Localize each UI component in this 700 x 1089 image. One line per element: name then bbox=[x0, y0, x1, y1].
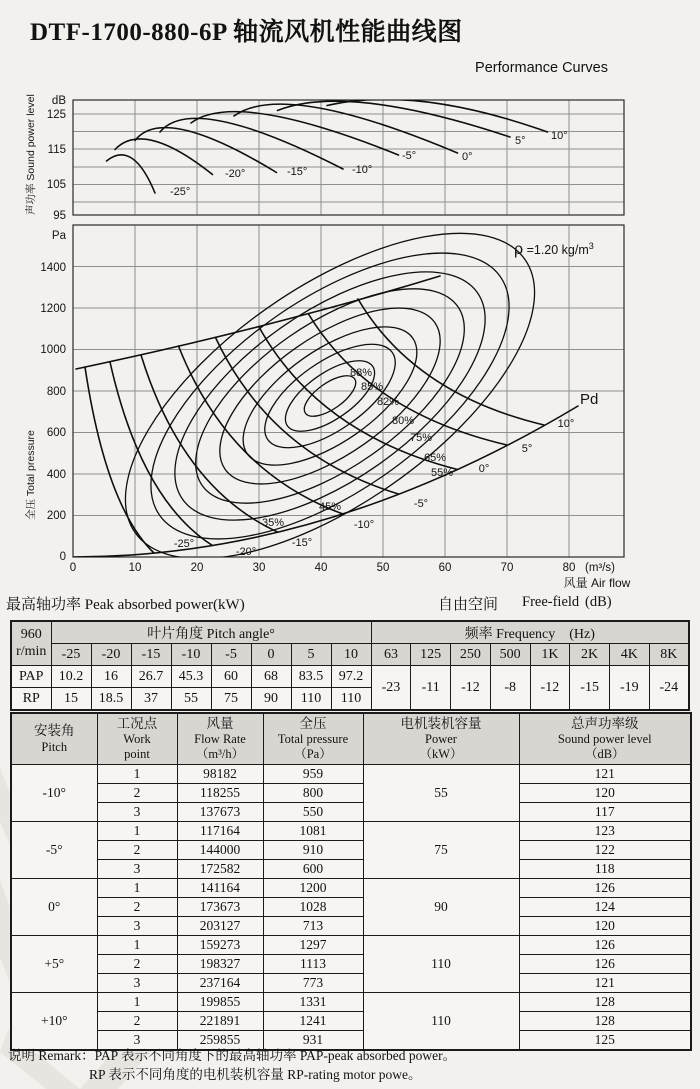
pap-value: 16 bbox=[91, 666, 131, 688]
x-tick-label: 40 bbox=[314, 562, 328, 574]
remark bbox=[8, 1047, 456, 1085]
flow-rate: 137673 bbox=[177, 803, 263, 822]
pap-value: 60 bbox=[211, 666, 251, 688]
x-tick-label: 70 bbox=[500, 562, 514, 574]
frequency-col-header: 1K bbox=[530, 644, 570, 666]
pap-value: 26.7 bbox=[131, 666, 171, 688]
x-tick-label: 60 bbox=[438, 562, 452, 574]
rp-value: 110 bbox=[291, 688, 331, 711]
table-row bbox=[11, 822, 691, 841]
table-row bbox=[11, 803, 691, 822]
power-value: 110 bbox=[363, 993, 519, 1051]
flow-rate: 259855 bbox=[177, 1031, 263, 1051]
pitch-label: 10° bbox=[557, 418, 575, 430]
frequency-col-header: 63 bbox=[371, 644, 411, 666]
y-tick-label: 0 bbox=[59, 551, 66, 563]
curve-label: 5° bbox=[515, 135, 526, 147]
pitch-label: -5° bbox=[413, 498, 429, 510]
sound-chart-grid bbox=[73, 100, 624, 215]
total-pressure: 1081 bbox=[263, 822, 363, 841]
sound-power-level: 120 bbox=[519, 917, 691, 936]
y-tick-label: 95 bbox=[53, 210, 66, 222]
table-row bbox=[11, 860, 691, 879]
free-field-caption-en: Free-field bbox=[522, 594, 580, 610]
efficiency-label: 65% bbox=[423, 452, 447, 464]
rp-value: 15 bbox=[51, 688, 91, 711]
pitch-angle-col-header: -10 bbox=[171, 644, 211, 666]
work-point: 2 bbox=[97, 784, 177, 803]
table-row bbox=[11, 644, 689, 666]
remark-label: 说明 Remark： bbox=[8, 1048, 95, 1063]
flow-rate: 172582 bbox=[177, 860, 263, 879]
x-tick-label: 80 bbox=[562, 562, 576, 574]
frequency-correction-value: -12 bbox=[530, 666, 570, 711]
curve-label: 10° bbox=[551, 130, 568, 142]
power-value: 90 bbox=[363, 879, 519, 936]
sound-power-level: 121 bbox=[519, 974, 691, 993]
pap-value: 97.2 bbox=[331, 666, 371, 688]
x-tick-label: 0 bbox=[69, 562, 77, 574]
curve-label: 0° bbox=[462, 151, 473, 163]
flow-rate: 203127 bbox=[177, 917, 263, 936]
work-point: 3 bbox=[97, 917, 177, 936]
pressure-unit-label: Pa bbox=[51, 230, 66, 242]
flow-rate: 237164 bbox=[177, 974, 263, 993]
frequency-correction-value: -23 bbox=[371, 666, 411, 711]
table-row bbox=[11, 841, 691, 860]
pitch-angle-col-header: 5 bbox=[291, 644, 331, 666]
x-axis-title: 风量 Air flow bbox=[563, 576, 631, 590]
curve-label: -5° bbox=[402, 150, 417, 162]
remark-line1: PAP 表示不同角度下的最高轴功率 PAP-peak absorbed power。 bbox=[94, 1048, 457, 1063]
column-header: 总声功率级 Sound power level （dB） bbox=[519, 713, 691, 765]
table-row bbox=[11, 898, 691, 917]
work-point: 1 bbox=[97, 879, 177, 898]
column-header: 工况点 Work point bbox=[97, 713, 177, 765]
pitch-value: -5° bbox=[11, 822, 97, 879]
y-tick-label: 1400 bbox=[40, 262, 66, 274]
y-tick-label: 400 bbox=[46, 469, 66, 481]
power-frequency-table bbox=[10, 620, 690, 711]
pitch-angle-group-header: 叶片角度 Pitch angle° bbox=[51, 621, 371, 644]
pitch-angle-col-header: -20 bbox=[91, 644, 131, 666]
total-pressure: 600 bbox=[263, 860, 363, 879]
pap-value: 45.3 bbox=[171, 666, 211, 688]
pitch-value: +5° bbox=[11, 936, 97, 993]
work-point: 1 bbox=[97, 993, 177, 1012]
flow-rate: 221891 bbox=[177, 1012, 263, 1031]
pitch-value: +10° bbox=[11, 993, 97, 1051]
pitch-label: 0° bbox=[478, 463, 490, 475]
pitch-angle-col-header: 0 bbox=[251, 644, 291, 666]
efficiency-label: 45% bbox=[318, 501, 342, 513]
table-row bbox=[11, 993, 691, 1012]
efficiency-label: 88% bbox=[349, 367, 373, 379]
sound-power-level: 121 bbox=[519, 765, 691, 784]
x-tick-label: 50 bbox=[376, 562, 390, 574]
flow-rate: 98182 bbox=[177, 765, 263, 784]
total-pressure: 931 bbox=[263, 1031, 363, 1051]
frequency-col-header: 4K bbox=[609, 644, 649, 666]
column-header: 安装角 Pitch bbox=[11, 713, 97, 765]
sound-power-level: 126 bbox=[519, 955, 691, 974]
pitch-label: -25° bbox=[173, 538, 195, 550]
frequency-col-header: 125 bbox=[411, 644, 451, 666]
work-point: 3 bbox=[97, 1031, 177, 1051]
power-value: 55 bbox=[363, 765, 519, 822]
flow-rate: 141164 bbox=[177, 879, 263, 898]
frequency-group-header: 频率 Frequency (Hz) bbox=[371, 621, 689, 644]
x-tick-label: 20 bbox=[190, 562, 204, 574]
y-tick-label: 125 bbox=[46, 109, 66, 121]
flow-rate: 117164 bbox=[177, 822, 263, 841]
table-row bbox=[11, 917, 691, 936]
curve-label: -25° bbox=[170, 186, 191, 198]
frequency-col-header: 250 bbox=[451, 644, 491, 666]
rp-value: 90 bbox=[251, 688, 291, 711]
sound-power-level: 122 bbox=[519, 841, 691, 860]
efficiency-label: 35% bbox=[261, 517, 285, 529]
efficiency-label: 85% bbox=[360, 381, 384, 393]
pitch-angle-col-header: 10 bbox=[331, 644, 371, 666]
sound-power-level: 124 bbox=[519, 898, 691, 917]
remark-line2: RP 表示不同角度的电机装机容量 RP-rating motor powe。 bbox=[89, 1066, 422, 1082]
power-value: 75 bbox=[363, 822, 519, 879]
total-pressure-chart bbox=[24, 171, 631, 600]
speed-unit: r/min bbox=[16, 643, 47, 659]
subtitle: Performance Curves bbox=[475, 60, 608, 76]
pap-row-label: PAP bbox=[11, 666, 51, 688]
peak-power-caption: 最高轴功率 Peak absorbed power(kW) bbox=[6, 597, 245, 613]
rp-value: 18.5 bbox=[91, 688, 131, 711]
table-row bbox=[11, 879, 691, 898]
speed-value: 960 bbox=[20, 627, 42, 643]
frequency-col-header: 8K bbox=[649, 644, 689, 666]
flow-rate: 118255 bbox=[177, 784, 263, 803]
power-value: 110 bbox=[363, 936, 519, 993]
frequency-correction-value: -15 bbox=[570, 666, 610, 711]
work-point: 1 bbox=[97, 822, 177, 841]
pitch-angle-col-header: -15 bbox=[131, 644, 171, 666]
curve-label: -15° bbox=[287, 166, 308, 178]
total-pressure: 910 bbox=[263, 841, 363, 860]
flow-rate: 198327 bbox=[177, 955, 263, 974]
pitch-angle-col-header: -25 bbox=[51, 644, 91, 666]
y-tick-label: 800 bbox=[46, 386, 66, 398]
pressure-curves bbox=[73, 171, 587, 600]
sound-unit-label: dB bbox=[51, 95, 66, 107]
pap-value: 83.5 bbox=[291, 666, 331, 688]
pressure-curve-n25 bbox=[85, 367, 154, 553]
pd-label: Pd bbox=[580, 391, 599, 408]
curve-label: -20° bbox=[225, 168, 246, 180]
speed-cell bbox=[11, 621, 51, 666]
y-tick-label: 1000 bbox=[40, 344, 66, 356]
total-pressure: 550 bbox=[263, 803, 363, 822]
stall-envelope-line bbox=[76, 276, 440, 369]
table-row bbox=[11, 955, 691, 974]
column-header: 电机装机容量 Power （kW） bbox=[363, 713, 519, 765]
frequency-correction-value: -19 bbox=[609, 666, 649, 711]
pitch-label: -20° bbox=[235, 546, 257, 558]
sound-power-level: 117 bbox=[519, 803, 691, 822]
work-point: 3 bbox=[97, 803, 177, 822]
frequency-correction-value: -12 bbox=[451, 666, 491, 711]
performance-charts bbox=[0, 88, 700, 600]
work-point: 2 bbox=[97, 841, 177, 860]
pressure-y-axis-title: 全压 Total pressure bbox=[25, 430, 37, 520]
sound-power-level: 123 bbox=[519, 822, 691, 841]
rp-value: 75 bbox=[211, 688, 251, 711]
work-point: 1 bbox=[97, 936, 177, 955]
table-row bbox=[11, 936, 691, 955]
total-pressure: 1200 bbox=[263, 879, 363, 898]
flow-rate: 144000 bbox=[177, 841, 263, 860]
flow-rate: 159273 bbox=[177, 936, 263, 955]
x-tick-label: 30 bbox=[252, 562, 266, 574]
pitch-label: 5° bbox=[521, 443, 533, 455]
column-header: 全压 Total pressure （Pa） bbox=[263, 713, 363, 765]
total-pressure: 1028 bbox=[263, 898, 363, 917]
frequency-col-header: 2K bbox=[570, 644, 610, 666]
y-tick-label: 115 bbox=[47, 144, 66, 156]
x-unit-label: (m³/s) bbox=[585, 562, 616, 574]
x-tick-label: 10 bbox=[128, 562, 142, 574]
total-pressure: 713 bbox=[263, 917, 363, 936]
frequency-correction-value: -11 bbox=[411, 666, 451, 711]
free-field-caption-zh: 自由空间 bbox=[438, 597, 499, 613]
pap-value: 68 bbox=[251, 666, 291, 688]
total-pressure: 1113 bbox=[263, 955, 363, 974]
sound-power-level: 128 bbox=[519, 993, 691, 1012]
sound-power-level: 120 bbox=[519, 784, 691, 803]
work-point: 2 bbox=[97, 1012, 177, 1031]
pap-value: 10.2 bbox=[51, 666, 91, 688]
frequency-col-header: 500 bbox=[490, 644, 530, 666]
column-header: 风量 Flow Rate （m³/h） bbox=[177, 713, 263, 765]
y-tick-label: 200 bbox=[46, 510, 66, 522]
sound-power-curves bbox=[107, 99, 548, 193]
frequency-correction-value: -24 bbox=[649, 666, 689, 711]
page-title: DTF-1700-880-6P 轴流风机性能曲线图 bbox=[30, 19, 463, 46]
sound-power-level: 118 bbox=[519, 860, 691, 879]
y-tick-label: 600 bbox=[46, 427, 66, 439]
sound-power-level: 125 bbox=[519, 1031, 691, 1051]
efficiency-label: 80% bbox=[391, 415, 415, 427]
curve-label: -10° bbox=[352, 164, 373, 176]
rp-value: 37 bbox=[131, 688, 171, 711]
sound-chart-frame bbox=[73, 100, 624, 215]
sound-power-level: 128 bbox=[519, 1012, 691, 1031]
pressure-curve-n5 bbox=[216, 338, 399, 495]
sound-power-level: 126 bbox=[519, 936, 691, 955]
pitch-label: -15° bbox=[291, 537, 313, 549]
work-point: 2 bbox=[97, 898, 177, 917]
work-point: 3 bbox=[97, 974, 177, 993]
flow-rate: 199855 bbox=[177, 993, 263, 1012]
work-point: 1 bbox=[97, 765, 177, 784]
pitch-angle-col-header: -5 bbox=[211, 644, 251, 666]
air-density-annotation: ρ =1.20 $kg/m^3$ bbox=[514, 241, 594, 258]
table-row bbox=[11, 765, 691, 784]
y-tick-label: 105 bbox=[46, 179, 66, 191]
total-pressure: 1331 bbox=[263, 993, 363, 1012]
pitch-label: -10° bbox=[353, 519, 375, 531]
pressure-curve-n10 bbox=[179, 346, 344, 514]
total-pressure: 800 bbox=[263, 784, 363, 803]
table-row bbox=[11, 666, 689, 688]
total-pressure: 773 bbox=[263, 974, 363, 993]
efficiency-label: 75% bbox=[409, 432, 433, 444]
table-row bbox=[11, 784, 691, 803]
efficiency-label: 55% bbox=[430, 467, 454, 479]
sound-power-chart bbox=[24, 94, 624, 222]
rp-value: 55 bbox=[171, 688, 211, 711]
sound-power-level: 126 bbox=[519, 879, 691, 898]
work-point: 3 bbox=[97, 860, 177, 879]
efficiency-contours bbox=[73, 171, 587, 600]
total-pressure: 959 bbox=[263, 765, 363, 784]
pitch-value: 0° bbox=[11, 879, 97, 936]
working-points-table bbox=[10, 712, 692, 1051]
table-header-row bbox=[11, 713, 691, 765]
pitch-value: -10° bbox=[11, 765, 97, 822]
rp-row-label: RP bbox=[11, 688, 51, 711]
total-pressure: 1241 bbox=[263, 1012, 363, 1031]
free-field-caption-unit: (dB) bbox=[585, 594, 612, 610]
total-pressure: 1297 bbox=[263, 936, 363, 955]
table-row bbox=[11, 1012, 691, 1031]
flow-rate: 173673 bbox=[177, 898, 263, 917]
efficiency-label: 82% bbox=[376, 396, 400, 408]
frequency-correction-value: -8 bbox=[490, 666, 530, 711]
sound-y-axis-title: 声功率 Sound power level bbox=[25, 94, 37, 215]
y-tick-label: 1200 bbox=[40, 303, 66, 315]
work-point: 2 bbox=[97, 955, 177, 974]
table-row bbox=[11, 621, 689, 644]
rp-value: 110 bbox=[331, 688, 371, 711]
table-row bbox=[11, 974, 691, 993]
